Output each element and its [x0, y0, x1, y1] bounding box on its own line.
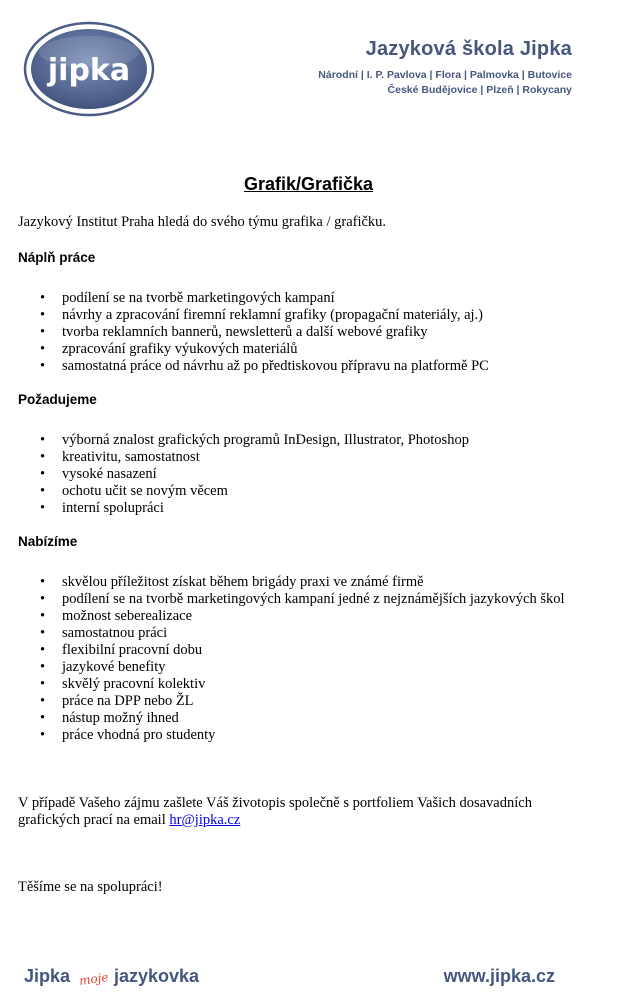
list-item: [18, 608, 565, 625]
bullet: •: [40, 676, 46, 692]
bullet: •: [40, 591, 46, 607]
list-item-text: tvorba reklamních bannerů, newsletterů a další webové grafiky: [62, 324, 428, 340]
branches-line-1: Národní | I. P. Pavlova | Flora | Palmovka | Butovice: [318, 69, 572, 81]
list-item-text: samostatná práce od návrhu až po předtiskovou přípravu na platformě PC: [62, 358, 489, 374]
list-item: [18, 727, 565, 744]
list-item-text: flexibilní pracovní dobu: [62, 642, 203, 658]
list-item-text: vysoké nasazení: [62, 466, 157, 482]
list-item-text: zpracování grafiky výukových materiálů: [62, 341, 298, 357]
list-item-text: ochotu učit se novým věcem: [62, 483, 228, 499]
list-item-text: podílení se na tvorbě marketingových kampaní jedné z nejznámějších jazykových škol: [62, 591, 565, 607]
list-item: [18, 676, 565, 693]
list-item: [18, 483, 469, 500]
list-item: [18, 290, 489, 307]
footer-jazykovka: jazykovka: [114, 966, 200, 986]
contact-line-1: V případě Vašeho zájmu zašlete Váš životopis společně s portfoliem Vašich dosavadních: [18, 795, 532, 811]
bullet: •: [40, 642, 46, 658]
closing-text: Těšíme se na spolupráci!: [18, 879, 163, 895]
duties-heading: Náplň práce: [18, 250, 96, 265]
list-item: [18, 625, 565, 642]
bullet: •: [40, 727, 46, 743]
list-item: [18, 432, 469, 449]
bullet: •: [40, 324, 46, 340]
list-item: [18, 710, 565, 727]
bullet: •: [40, 659, 46, 675]
list-item: [18, 659, 565, 676]
list-item: [18, 324, 489, 341]
footer-jipka: Jipka: [24, 966, 71, 986]
bullet: •: [40, 574, 46, 590]
contact-line-2: [18, 812, 240, 829]
duties-list: [18, 290, 489, 375]
list-item-text: výborná znalost grafických programů InDesign, Illustrator, Photoshop: [62, 432, 469, 448]
list-item-text: návrhy a zpracování firemní reklamní grafiky (propagační materiály, aj.): [62, 307, 483, 323]
bullet: •: [40, 466, 46, 482]
list-item: [18, 693, 565, 710]
requirements-list: [18, 432, 469, 517]
list-item-text: interní spolupráci: [62, 500, 164, 516]
list-item: [18, 307, 489, 324]
branches-line-2: České Budějovice | Plzeň | Rokycany: [387, 84, 572, 96]
jipka-logo: [22, 20, 156, 118]
school-header: [318, 36, 572, 98]
list-item-text: možnost seberealizace: [62, 608, 193, 624]
page-title: Grafik/Grafička: [243, 174, 374, 194]
bullet: •: [40, 625, 46, 641]
offer-heading: Nabízíme: [18, 534, 78, 549]
school-name: Jazyková škola Jipka: [365, 38, 572, 60]
list-item-text: jazykové benefity: [62, 659, 166, 675]
intro-text: Jazykový Institut Praha hledá do svého týmu grafika / grafičku.: [18, 214, 387, 230]
list-item: [18, 449, 469, 466]
list-item: [18, 574, 565, 591]
bullet: •: [40, 358, 46, 374]
bullet: •: [40, 341, 46, 357]
bullet: •: [40, 307, 46, 323]
list-item-text: kreativitu, samostatnost: [62, 449, 200, 465]
bullet: •: [40, 432, 46, 448]
footer-slogan: [24, 960, 224, 1000]
list-item: [18, 466, 469, 483]
bullet: •: [40, 500, 46, 516]
logo-text: jipka: [47, 53, 131, 88]
email-link[interactable]: hr@jipka.cz: [169, 812, 241, 828]
footer-website[interactable]: www.jipka.cz: [443, 966, 555, 986]
list-item: [18, 642, 565, 659]
requirements-heading: Požadujeme: [18, 392, 97, 407]
list-item: [18, 358, 489, 375]
list-item-text: práce vhodná pro studenty: [62, 727, 216, 743]
list-item: [18, 591, 565, 608]
bullet: •: [40, 608, 46, 624]
bullet: •: [40, 290, 46, 306]
list-item-text: práce na DPP nebo ŽL: [62, 693, 194, 709]
offer-list: [18, 574, 565, 744]
list-item-text: nástup možný ihned: [62, 710, 179, 726]
bullet: •: [40, 483, 46, 499]
list-item-text: skvělou příležitost získat během brigády praxi ve známé firmě: [62, 574, 424, 590]
list-item: [18, 341, 489, 358]
list-item-text: podílení se na tvorbě marketingových kampaní: [62, 290, 335, 306]
bullet: •: [40, 449, 46, 465]
bullet: •: [40, 710, 46, 726]
list-item-text: skvělý pracovní kolektiv: [62, 676, 206, 692]
list-item: [18, 500, 469, 517]
bullet: •: [40, 693, 46, 709]
footer-moje: moje: [78, 970, 110, 988]
contact-prefix: grafických prací na email: [18, 812, 170, 828]
list-item-text: samostatnou práci: [62, 625, 168, 641]
